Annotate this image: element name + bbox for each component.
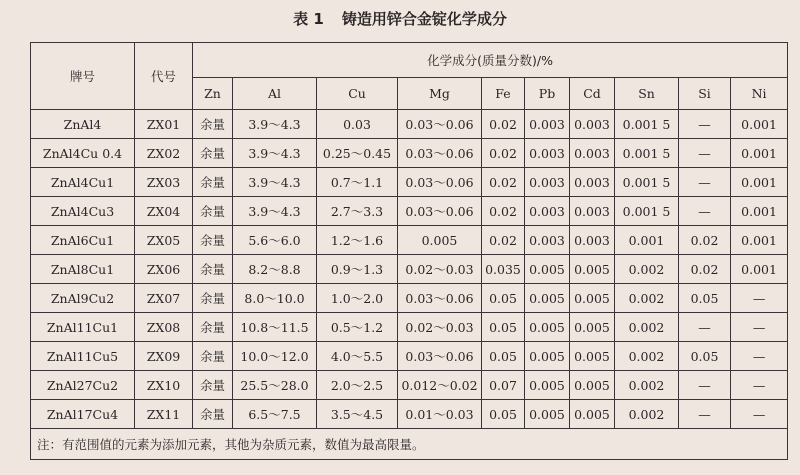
cell-mg: 0.03～0.06 (398, 284, 482, 313)
cell-cd: 0.005 (570, 284, 615, 313)
cell-zn: 余量 (193, 168, 233, 197)
header-element-cu: Cu (317, 78, 398, 110)
cell-mg: 0.03～0.06 (398, 342, 482, 371)
cell-si: — (679, 400, 731, 429)
cell-zn: 余量 (193, 284, 233, 313)
cell-code: ZX09 (135, 342, 193, 371)
cell-mg: 0.03～0.06 (398, 197, 482, 226)
cell-ni: — (731, 371, 788, 400)
cell-pb: 0.005 (525, 400, 570, 429)
cell-al: 5.6～6.0 (233, 226, 317, 255)
header-element-ni: Ni (731, 78, 788, 110)
cell-sn: 0.002 (615, 342, 679, 371)
cell-ni: 0.001 (731, 197, 788, 226)
cell-sn: 0.001 5 (615, 168, 679, 197)
cell-ni: — (731, 313, 788, 342)
table-row (31, 255, 788, 284)
cell-al: 3.9～4.3 (233, 139, 317, 168)
header-element-mg: Mg (398, 78, 482, 110)
cell-code: ZX03 (135, 168, 193, 197)
cell-fe: 0.02 (482, 110, 525, 139)
header-element-zn: Zn (193, 78, 233, 110)
cell-zn: 余量 (193, 197, 233, 226)
cell-al: 10.8～11.5 (233, 313, 317, 342)
cell-cu: 3.5～4.5 (317, 400, 398, 429)
cell-al: 6.5～7.5 (233, 400, 317, 429)
cell-zn: 余量 (193, 371, 233, 400)
table-row (31, 284, 788, 313)
cell-sn: 0.002 (615, 400, 679, 429)
cell-fe: 0.05 (482, 284, 525, 313)
header-element-al: Al (233, 78, 317, 110)
cell-fe: 0.02 (482, 226, 525, 255)
cell-si: — (679, 110, 731, 139)
table-note: 注：有范围值的元素为添加元素，其他为杂质元素，数值为最高限量。 (31, 429, 788, 460)
cell-mg: 0.005 (398, 226, 482, 255)
cell-fe: 0.05 (482, 342, 525, 371)
cell-pb: 0.003 (525, 197, 570, 226)
cell-code: ZX07 (135, 284, 193, 313)
cell-ni: — (731, 284, 788, 313)
cell-cu: 0.9～1.3 (317, 255, 398, 284)
cell-si: — (679, 371, 731, 400)
cell-zn: 余量 (193, 400, 233, 429)
cell-pb: 0.005 (525, 313, 570, 342)
cell-al: 8.0～10.0 (233, 284, 317, 313)
cell-fe: 0.02 (482, 168, 525, 197)
cell-code: ZX11 (135, 400, 193, 429)
header-composition: 化学成分(质量分数)/% (193, 43, 788, 78)
table-row (31, 371, 788, 400)
cell-pb: 0.003 (525, 226, 570, 255)
cell-grade: ZnAl8Cu1 (31, 255, 135, 284)
cell-cu: 1.0～2.0 (317, 284, 398, 313)
cell-grade: ZnAl6Cu1 (31, 226, 135, 255)
cell-pb: 0.003 (525, 168, 570, 197)
cell-sn: 0.002 (615, 371, 679, 400)
header-element-sn: Sn (615, 78, 679, 110)
cell-zn: 余量 (193, 342, 233, 371)
cell-ni: — (731, 342, 788, 371)
cell-cu: 2.7～3.3 (317, 197, 398, 226)
cell-code: ZX06 (135, 255, 193, 284)
cell-grade: ZnAl27Cu2 (31, 371, 135, 400)
cell-ni: 0.001 (731, 110, 788, 139)
cell-mg: 0.03～0.06 (398, 110, 482, 139)
cell-ni: — (731, 400, 788, 429)
cell-sn: 0.001 (615, 226, 679, 255)
cell-grade: ZnAl9Cu2 (31, 284, 135, 313)
cell-grade: ZnAl17Cu4 (31, 400, 135, 429)
cell-si: 0.02 (679, 255, 731, 284)
cell-si: 0.02 (679, 226, 731, 255)
cell-cu: 1.2～1.6 (317, 226, 398, 255)
cell-zn: 余量 (193, 313, 233, 342)
cell-fe: 0.035 (482, 255, 525, 284)
composition-table (30, 42, 788, 460)
cell-sn: 0.001 5 (615, 139, 679, 168)
cell-code: ZX02 (135, 139, 193, 168)
cell-cu: 0.25～0.45 (317, 139, 398, 168)
table-row (31, 400, 788, 429)
cell-mg: 0.02～0.03 (398, 313, 482, 342)
cell-al: 3.9～4.3 (233, 110, 317, 139)
cell-mg: 0.012～0.02 (398, 371, 482, 400)
cell-fe: 0.05 (482, 313, 525, 342)
cell-mg: 0.03～0.06 (398, 139, 482, 168)
cell-cd: 0.003 (570, 226, 615, 255)
cell-grade: ZnAl11Cu1 (31, 313, 135, 342)
cell-cd: 0.003 (570, 110, 615, 139)
cell-ni: 0.001 (731, 168, 788, 197)
cell-si: — (679, 313, 731, 342)
cell-zn: 余量 (193, 139, 233, 168)
cell-mg: 0.01～0.03 (398, 400, 482, 429)
cell-sn: 0.002 (615, 313, 679, 342)
cell-fe: 0.07 (482, 371, 525, 400)
cell-fe: 0.05 (482, 400, 525, 429)
cell-cu: 4.0～5.5 (317, 342, 398, 371)
cell-fe: 0.02 (482, 139, 525, 168)
cell-cd: 0.005 (570, 342, 615, 371)
cell-cu: 0.7～1.1 (317, 168, 398, 197)
cell-sn: 0.002 (615, 284, 679, 313)
cell-cu: 0.03 (317, 110, 398, 139)
cell-grade: ZnAl4 (31, 110, 135, 139)
cell-cd: 0.005 (570, 371, 615, 400)
cell-grade: ZnAl4Cu1 (31, 168, 135, 197)
table-title: 铸造用锌合金锭化学成分 (341, 10, 507, 28)
cell-al: 8.2～8.8 (233, 255, 317, 284)
cell-code: ZX04 (135, 197, 193, 226)
cell-mg: 0.02～0.03 (398, 255, 482, 284)
cell-pb: 0.003 (525, 110, 570, 139)
cell-zn: 余量 (193, 226, 233, 255)
cell-code: ZX10 (135, 371, 193, 400)
cell-si: 0.05 (679, 342, 731, 371)
cell-sn: 0.001 5 (615, 197, 679, 226)
cell-cu: 2.0～2.5 (317, 371, 398, 400)
cell-si: 0.05 (679, 284, 731, 313)
cell-cd: 0.005 (570, 313, 615, 342)
cell-cd: 0.005 (570, 255, 615, 284)
cell-al: 25.5～28.0 (233, 371, 317, 400)
cell-cd: 0.003 (570, 197, 615, 226)
table-caption (0, 8, 800, 29)
cell-pb: 0.005 (525, 342, 570, 371)
table-row (31, 342, 788, 371)
cell-cd: 0.003 (570, 139, 615, 168)
table-row (31, 226, 788, 255)
cell-code: ZX05 (135, 226, 193, 255)
table-row (31, 110, 788, 139)
header-grade: 牌号 (31, 43, 135, 110)
cell-code: ZX08 (135, 313, 193, 342)
header-element-cd: Cd (570, 78, 615, 110)
cell-al: 10.0～12.0 (233, 342, 317, 371)
cell-al: 3.9～4.3 (233, 197, 317, 226)
cell-pb: 0.003 (525, 139, 570, 168)
cell-mg: 0.03～0.06 (398, 168, 482, 197)
cell-grade: ZnAl11Cu5 (31, 342, 135, 371)
cell-grade: ZnAl4Cu3 (31, 197, 135, 226)
cell-grade: ZnAl4Cu 0.4 (31, 139, 135, 168)
cell-pb: 0.005 (525, 371, 570, 400)
cell-zn: 余量 (193, 255, 233, 284)
table-row (31, 168, 788, 197)
cell-sn: 0.002 (615, 255, 679, 284)
cell-si: — (679, 197, 731, 226)
header-code: 代号 (135, 43, 193, 110)
cell-code: ZX01 (135, 110, 193, 139)
cell-si: — (679, 168, 731, 197)
cell-pb: 0.005 (525, 255, 570, 284)
cell-ni: 0.001 (731, 255, 788, 284)
header-element-si: Si (679, 78, 731, 110)
cell-cd: 0.005 (570, 400, 615, 429)
cell-pb: 0.005 (525, 284, 570, 313)
cell-si: — (679, 139, 731, 168)
cell-ni: 0.001 (731, 139, 788, 168)
table-row (31, 313, 788, 342)
table-row (31, 139, 788, 168)
cell-zn: 余量 (193, 110, 233, 139)
cell-ni: 0.001 (731, 226, 788, 255)
cell-cd: 0.003 (570, 168, 615, 197)
header-element-fe: Fe (482, 78, 525, 110)
cell-sn: 0.001 5 (615, 110, 679, 139)
table-row (31, 197, 788, 226)
cell-cu: 0.5～1.2 (317, 313, 398, 342)
header-element-pb: Pb (525, 78, 570, 110)
cell-fe: 0.02 (482, 197, 525, 226)
table-number: 表 1 (293, 10, 324, 28)
cell-al: 3.9～4.3 (233, 168, 317, 197)
